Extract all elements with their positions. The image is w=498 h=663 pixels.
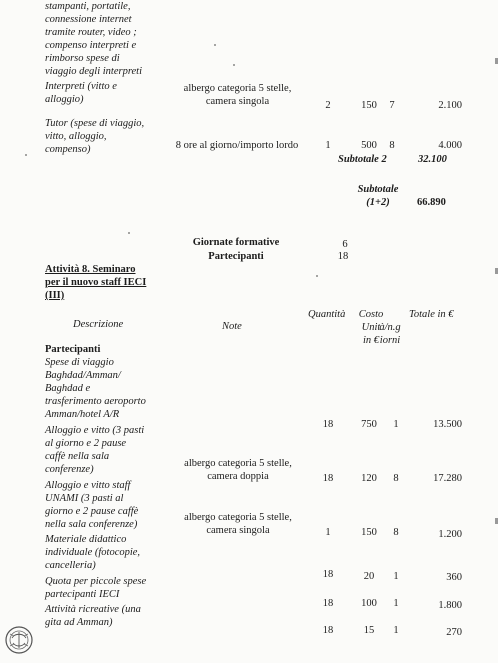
- table-row-total: 13.500: [433, 419, 462, 430]
- table-row-total: 270: [446, 627, 462, 638]
- section-participants: Partecipanti: [45, 344, 101, 355]
- table-row-quantity: 18: [322, 625, 334, 636]
- table-row-quantity: 18: [322, 419, 334, 430]
- table-row-note: albergo categoria 5 stelle, camera doppia: [184, 458, 292, 482]
- table-row-description: Attività ricreative (una gita ad Amman): [45, 604, 141, 628]
- scan-speck: [25, 154, 27, 156]
- table-row-days: 1: [393, 419, 399, 430]
- subtotal-2-value: 32.100: [418, 154, 447, 165]
- subtotal-1-2-value: 66.890: [417, 197, 446, 208]
- table-row-quantity: 18: [322, 473, 334, 484]
- table-row-quantity: 1: [325, 527, 331, 538]
- table-row-unit-cost: 150: [361, 527, 377, 538]
- header-description: Descrizione: [73, 319, 124, 330]
- table-row-unit-cost: 750: [361, 419, 377, 430]
- table-row-total: 2.100: [438, 100, 462, 111]
- table-row-description: Alloggio e vitto (3 pasti al giorno e 2 pause caffè nella sala conferenze): [45, 425, 145, 475]
- table-row-description: Tutor (spese di viaggio, vitto, alloggio, compenso): [45, 118, 145, 155]
- subtotal-1-2-label: Subtotale (1+2): [357, 184, 399, 208]
- header-days: à/n.g iorni: [379, 322, 401, 346]
- table-row-quantity: 18: [322, 598, 334, 609]
- table-row-quantity: 18: [322, 569, 334, 580]
- table-row-days: 1: [393, 571, 399, 582]
- table-row-total: 1.200: [438, 529, 462, 540]
- scan-speck: [214, 44, 216, 46]
- table-row-unit-cost: 120: [361, 473, 377, 484]
- table-row-total: 360: [446, 572, 462, 583]
- participants-value: 18: [337, 251, 349, 262]
- table-row-days: 8: [393, 527, 399, 538]
- table-row-description: Interpreti (vitto e alloggio): [45, 81, 117, 105]
- table-row-quantity: 1: [325, 140, 331, 151]
- header-unit-cost: Costo Unit in €: [358, 309, 384, 346]
- table-row-days: 8: [389, 140, 395, 151]
- table-row-description: Materiale didattico individuale (fotocopie, cancelleria): [45, 534, 141, 571]
- header-note: Note: [222, 321, 242, 332]
- table-row-description: Alloggio e vitto staff UNAMI (3 pasti al giorno e 2 pause caffè nella sala conferenze): [45, 480, 139, 530]
- table-row-unit-cost: 150: [361, 100, 377, 111]
- table-row-days: 7: [389, 100, 395, 111]
- description-continuation: stampanti, portatile, connessione internet tramite router, video ; compenso interpreti e rimborso spese di viaggio degli interpreti: [45, 1, 143, 77]
- table-row-days: 1: [393, 625, 399, 636]
- scan-speck: [128, 232, 130, 234]
- table-row-quantity: 2: [325, 100, 331, 111]
- table-row-total: 17.280: [433, 473, 462, 484]
- table-row-total: 1.800: [438, 600, 462, 611]
- table-row-description: Spese di viaggio Baghdad/Amman/ Baghdad e trasferimento aeroporto Amman/hotel A/R: [45, 357, 146, 420]
- table-row-unit-cost: 15: [363, 625, 375, 636]
- training-days-value: 6: [342, 239, 348, 250]
- header-quantity: Quantità: [308, 309, 346, 320]
- training-days-label: Giornate formative: [192, 237, 280, 248]
- scan-speck: [316, 275, 318, 277]
- table-row-unit-cost: 100: [361, 598, 377, 609]
- table-row-days: 1: [393, 598, 399, 609]
- table-row-unit-cost: 20: [363, 571, 375, 582]
- activity-title: Attività 8. Seminaro per il nuovo staff IECI (III): [45, 264, 147, 301]
- table-row-description: Quota per piccole spese partecipanti IECI: [45, 576, 147, 600]
- table-row-note: albergo categoria 5 stelle, camera singola: [184, 512, 292, 536]
- stamp-seal-icon: [4, 624, 34, 656]
- table-row-days: 8: [393, 473, 399, 484]
- header-total: Totale in €: [409, 309, 454, 320]
- table-row-total: 4.000: [438, 140, 462, 151]
- table-row-note: 8 ore al giorno/importo lordo: [175, 140, 299, 151]
- table-row-unit-cost: 500: [361, 140, 377, 151]
- participants-label: Partecipanti: [208, 251, 264, 262]
- scan-speck: [233, 64, 235, 66]
- table-row-note: albergo categoria 5 stelle, camera singola: [183, 83, 292, 107]
- subtotal-2-label: Subtotale 2: [338, 154, 387, 165]
